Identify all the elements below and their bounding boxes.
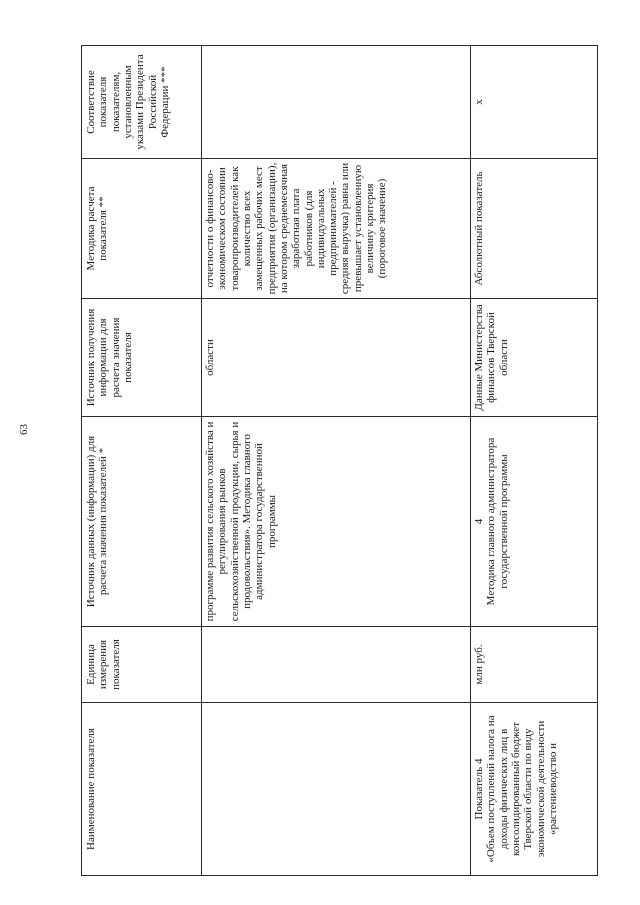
cell-name [202, 703, 471, 876]
cell-unit [202, 627, 471, 703]
cell-name-4 [471, 703, 598, 876]
header-name: Наименование показателя [82, 703, 202, 876]
table-row-continued [202, 46, 471, 876]
cell-compliance-4: х [471, 46, 598, 159]
cell-unit-4: млн руб. [471, 627, 598, 703]
indicators-table [81, 45, 598, 876]
header-compliance: Соответствие показателя показателям, установленным указами Президента Российской Федерации *** [82, 46, 202, 159]
table-row-indicator-4 [471, 46, 598, 876]
cell-info-source: области [202, 299, 471, 417]
cell-data-source: программе развития сельского хозяйства и регулирования рынков сельскохозяйственной продукции, сырья и продовольствия». Методика главного администратора государственной программы [202, 417, 471, 627]
page-number: 63 [18, 424, 30, 435]
indicator-title: Показатель 4 [473, 758, 485, 820]
cell-info-source-4: Данные Министерства финансов Тверской области [471, 299, 598, 417]
data-source-text: Методика главного администратора государственной программы [485, 437, 510, 606]
rotated-table-wrapper [81, 46, 581, 876]
cell-compliance [202, 46, 471, 159]
header-method: Методика расчета показателя ** [82, 159, 202, 299]
cell-method: отчетности о финансово-экономическом состоянии товаропроизводителей как количество всех замещенных рабочих мест предприятия (организации), на котором среднемесячная заработная плата работников (для индивидуальных предпринимателей - средняя выручка) равна или превышает установленную величину критерия (пороговое значение) [202, 159, 471, 299]
data-source-number: 4 [473, 518, 485, 525]
cell-data-source-4 [471, 417, 598, 627]
header-data-source: Источник данных (информации) для расчета значения показателей * [82, 417, 202, 627]
header-info-source: Источник получения информации для расчета значения показателя [82, 299, 202, 417]
header-unit: Единица измерения показателя [82, 627, 202, 703]
indicator-text: «Объем поступлений налога на доходы физических лиц в консолидированный бюджет Тверской области по виду экономической деятельности «растениеводство и [485, 715, 559, 863]
table-header-row [82, 46, 202, 876]
cell-method-4: Абсолютный показатель [471, 159, 598, 299]
